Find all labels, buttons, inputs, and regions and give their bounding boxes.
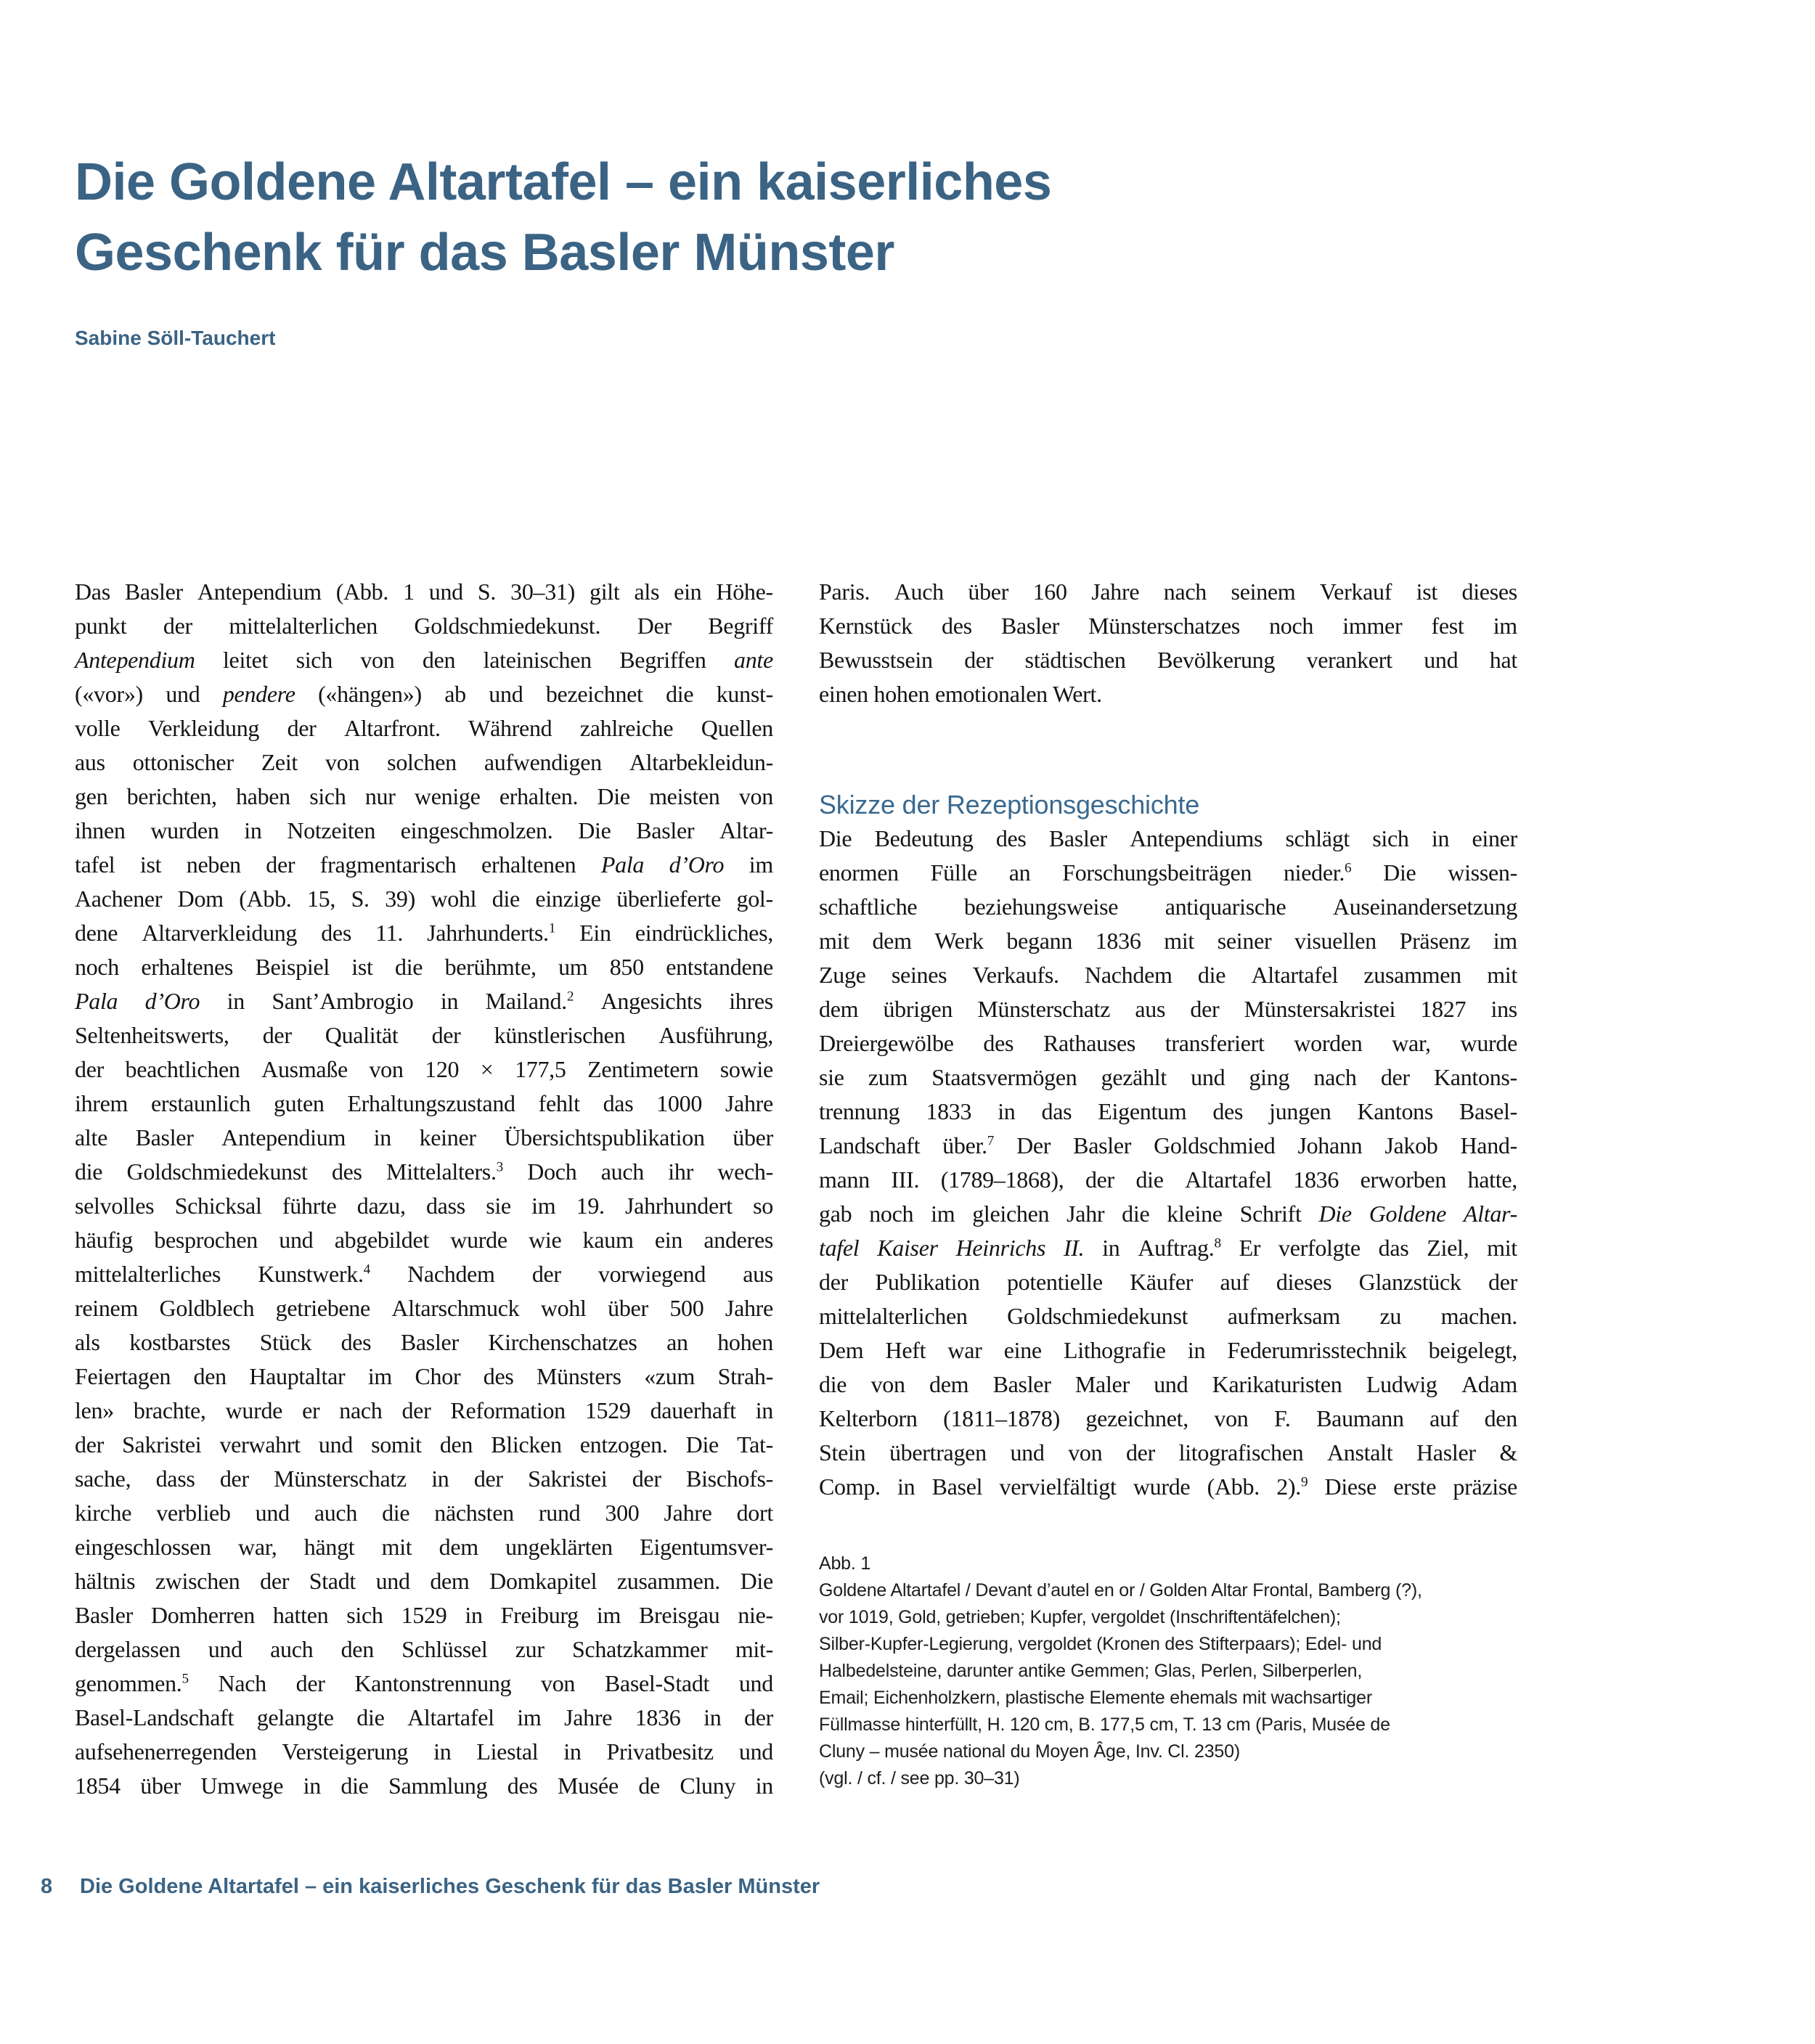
text-line: tafel Kaiser Heinrichs II. in Auftrag.$^8$ Er verfolgte das Ziel, mit xyxy=(819,1235,1517,1261)
page-title-line-2: Geschenk für das Basler Münster xyxy=(75,224,894,282)
text-line: tafel ist neben der fragmentarisch erhaltenen Pala d’Oro im xyxy=(75,851,773,878)
text-line: Paris. Auch über 160 Jahre nach seinem Verkauf ist dieses xyxy=(819,579,1517,605)
text-line: eingeschlossen war, hängt mit dem ungeklärten Eigentumsver- xyxy=(75,1534,773,1560)
text-line: mittelalterlichen Goldschmiedekunst aufmerksam zu machen. xyxy=(819,1303,1517,1329)
text-line: gab noch im gleichen Jahr die kleine Schrift Die Goldene Altar- xyxy=(819,1201,1517,1227)
caption-line: Silber-Kupfer-Legierung, vergoldet (Kronen des Stifterpaars); Edel- und xyxy=(819,1634,1382,1654)
text-line: ihnen wurden in Notzeiten eingeschmolzen. Die Basler Altar- xyxy=(75,817,773,843)
text-line: len» brachte, wurde er nach der Reformation 1529 dauerhaft in xyxy=(75,1397,773,1423)
caption-line: Füllmasse hinterfüllt, H. 120 cm, B. 177,5 cm, T. 13 cm (Paris, Musée de xyxy=(819,1714,1390,1735)
author-name: Sabine Söll-Tauchert xyxy=(75,327,276,349)
page-footer xyxy=(0,1875,1815,1904)
text-line: Kelterborn (1811–1878) gezeichnet, von F. Baumann auf den xyxy=(819,1405,1517,1431)
page-number: 8 xyxy=(41,1875,53,1898)
column-left xyxy=(75,575,773,1803)
text-line: die Goldschmiedekunst des Mittelalters.$^3$ Doch auch ihr wech- xyxy=(75,1158,773,1185)
text-line: mit dem Werk begann 1836 mit seiner visuellen Präsenz im xyxy=(819,928,1517,954)
text-line: dene Altarverkleidung des 11. Jahrhunderts.$^1$ Ein eindrückliches, xyxy=(75,920,773,946)
text-line: Pala d’Oro in Sant’Ambrogio in Mailand.$^2$ Angesichts ihres xyxy=(75,988,773,1014)
text-line: 1854 über Umwege in die Sammlung des Musée de Cluny in xyxy=(75,1773,773,1799)
text-line: aus ottonischer Zeit von solchen aufwendigen Altarbekleidun- xyxy=(75,749,773,775)
text-line: der beachtlichen Ausmaße von 120 × 177,5 Zentimetern sowie xyxy=(75,1056,773,1082)
text-line: reinem Goldblech getriebene Altarschmuck wohl über 500 Jahre xyxy=(75,1295,773,1321)
text-line: trennung 1833 in das Eigentum des jungen Kantons Basel- xyxy=(819,1098,1517,1124)
text-line: enormen Fülle an Forschungsbeiträgen nieder.$^6$ Die wissen- xyxy=(819,859,1517,886)
text-line: mann III. (1789–1868), der die Altartafel 1836 erworben hatte, xyxy=(819,1166,1517,1193)
text-line: ihrem erstaunlich guten Erhaltungszustand fehlt das 1000 Jahre xyxy=(75,1090,773,1116)
text-line: Dreiergewölbe des Rathauses transferiert worden war, wurde xyxy=(819,1030,1517,1056)
text-line: Antependium leitet sich von den lateinischen Begriffen ante xyxy=(75,647,773,673)
text-line: Stein übertragen und von der litografischen Anstalt Hasler & xyxy=(819,1439,1517,1465)
text-line: selvolles Schicksal führte dazu, dass sie im 19. Jahrhundert so xyxy=(75,1193,773,1219)
text-line: aufsehenerregenden Versteigerung in Liestal in Privatbesitz und xyxy=(75,1738,773,1765)
text-line: Dem Heft war eine Lithografie in Federumrisstechnik beigelegt, xyxy=(819,1337,1517,1363)
caption-line: Cluny – musée national du Moyen Âge, Inv. Cl. 2350) xyxy=(819,1741,1240,1762)
text-line: die von dem Basler Maler und Karikaturisten Ludwig Adam xyxy=(819,1371,1517,1397)
caption-line: vor 1019, Gold, getrieben; Kupfer, vergoldet (Inschriftentäfelchen); xyxy=(819,1607,1341,1627)
text-line: Comp. in Basel vervielfältigt wurde (Abb. 2).$^9$ Diese erste präzise xyxy=(819,1473,1517,1500)
caption-line: Email; Eichenholzkern, plastische Elemente ehemals mit wachsartiger xyxy=(819,1688,1372,1708)
text-line: der Publikation potentielle Käufer auf dieses Glanzstück der xyxy=(819,1269,1517,1295)
text-line: hältnis zwischen der Stadt und dem Domkapitel zusammen. Die xyxy=(75,1568,773,1594)
text-line: volle Verkleidung der Altarfront. Während zahlreiche Quellen xyxy=(75,715,773,741)
page-title xyxy=(75,147,1051,288)
text-line: sie zum Staatsvermögen gezählt und ging nach der Kantons- xyxy=(819,1064,1517,1090)
text-line: häufig besprochen und abgebildet wurde wie kaum ein anderes xyxy=(75,1227,773,1253)
caption-line: Abb. 1 xyxy=(819,1553,871,1574)
caption-line: (vgl. / cf. / see pp. 30–31) xyxy=(819,1768,1020,1788)
text-line: Seltenheitswerts, der Qualität der künstlerischen Ausführung, xyxy=(75,1022,773,1048)
text-line: Feiertagen den Hauptaltar im Chor des Münsters «zum Strah- xyxy=(75,1363,773,1389)
text-line: mittelalterliches Kunstwerk.$^4$ Nachdem der vorwiegend aus xyxy=(75,1261,773,1287)
text-line: («vor») und pendere («hängen») ab und bezeichnet die kunst- xyxy=(75,681,773,707)
text-line: punkt der mittelalterlichen Goldschmiedekunst. Der Begriff xyxy=(75,613,773,639)
text-line: Bewusstsein der städtischen Bevölkerung verankert und hat xyxy=(819,647,1517,673)
text-line: dergelassen und auch den Schlüssel zur Schatzkammer mit- xyxy=(75,1636,773,1662)
vertical-spacer xyxy=(819,711,1517,788)
text-line: kirche verblieb und auch die nächsten rund 300 Jahre dort xyxy=(75,1500,773,1526)
text-line: noch erhaltenes Beispiel ist die berühmte, um 850 entstandene xyxy=(75,954,773,980)
text-line: Landschaft über.$^7$ Der Basler Goldschmied Johann Jakob Hand- xyxy=(819,1132,1517,1158)
text-line: sache, dass der Münsterschatz in der Sakristei der Bischofs- xyxy=(75,1465,773,1492)
text-line: Zuge seines Verkaufs. Nachdem die Altartafel zusammen mit xyxy=(819,962,1517,988)
text-line: Aachener Dom (Abb. 15, S. 39) wohl die einzige überlieferte gol- xyxy=(75,886,773,912)
text-line: gen berichten, haben sich nur wenige erhalten. Die meisten von xyxy=(75,783,773,809)
figure-caption xyxy=(819,1550,1422,1792)
text-line: Basler Domherren hatten sich 1529 in Freiburg im Breisgau nie- xyxy=(75,1602,773,1628)
text-line: schaftliche beziehungsweise antiquarische Auseinandersetzung xyxy=(819,894,1517,920)
caption-line: Halbedelsteine, darunter antike Gemmen; Glas, Perlen, Silberperlen, xyxy=(819,1661,1363,1681)
text-line: einen hohen emotionalen Wert. xyxy=(819,681,1102,707)
text-line: Das Basler Antependium (Abb. 1 und S. 30–31) gilt als ein Höhe- xyxy=(75,579,773,605)
text-line: Basel-Landschaft gelangte die Altartafel im Jahre 1836 in der xyxy=(75,1704,773,1730)
text-line: Die Bedeutung des Basler Antependiums schlägt sich in einer xyxy=(819,825,1517,851)
text-line: der Sakristei verwahrt und somit den Blicken entzogen. Die Tat- xyxy=(75,1431,773,1458)
text-line: Kernstück des Basler Münsterschatzes noch immer fest im xyxy=(819,613,1517,639)
text-line: als kostbarstes Stück des Basler Kirchenschatzes an hohen xyxy=(75,1329,773,1355)
footer-chapter-title: Die Goldene Altartafel – ein kaiserliches Geschenk für das Basler Münster xyxy=(80,1875,820,1898)
text-line: alte Basler Antependium in keiner Übersichtspublikation über xyxy=(75,1124,773,1150)
text-line: dem übrigen Münsterschatz aus der Münstersakristei 1827 ins xyxy=(819,996,1517,1022)
caption-line: Goldene Altartafel / Devant d’autel en or / Golden Altar Frontal, Bamberg (?), xyxy=(819,1580,1422,1601)
column-right xyxy=(819,575,1517,1504)
text-line: genommen.$^5$ Nach der Kantonstrennung von Basel-Stadt und xyxy=(75,1670,773,1696)
page-title-line-1: Die Goldene Altartafel – ein kaiserliches xyxy=(75,153,1052,211)
section-heading: Skizze der Rezeptionsgeschichte xyxy=(819,790,1200,819)
